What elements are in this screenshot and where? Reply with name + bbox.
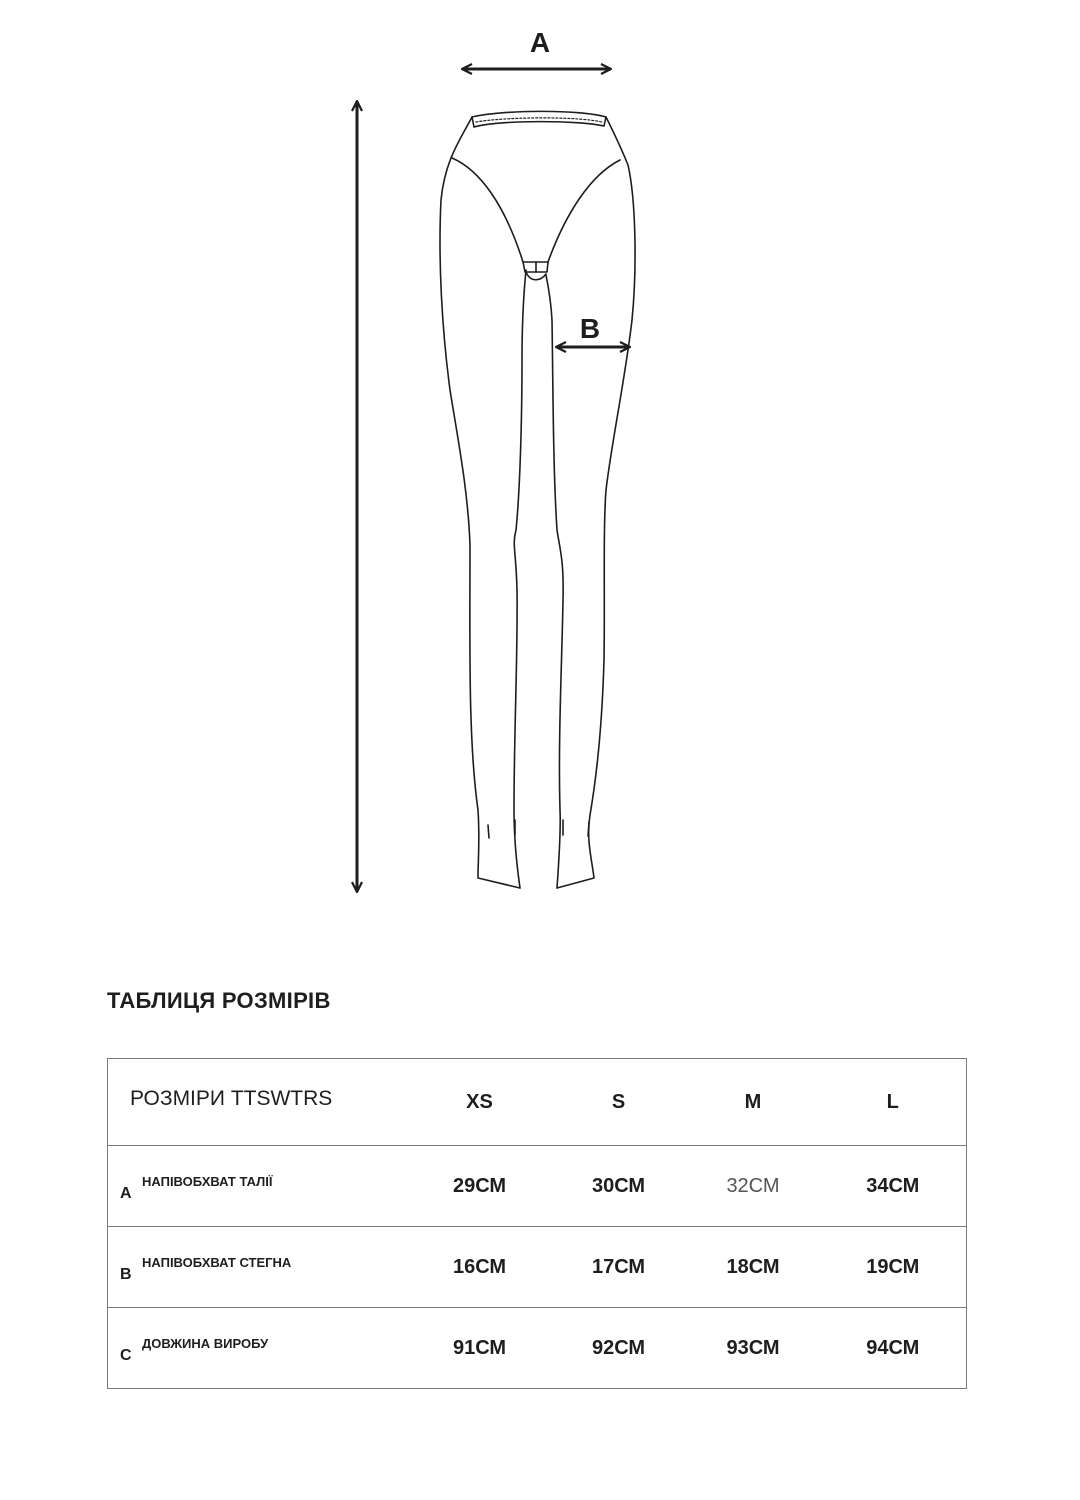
dimension-a-label: A	[529, 27, 551, 58]
row-letter: A	[120, 1185, 132, 1202]
size-l: L	[820, 1059, 967, 1146]
size-table-header-row	[108, 1059, 967, 1146]
row-label-cell	[108, 1146, 409, 1227]
row-measurement-name: НАПІВОБХВАТ ТАЛІЇ	[142, 1174, 273, 1189]
value-cell: 32СМ	[687, 1146, 820, 1227]
row-measurement-name: ДОВЖИНА ВИРОБУ	[142, 1336, 269, 1351]
value-cell: 91СМ	[409, 1308, 551, 1389]
value-cell: 29СМ	[409, 1146, 551, 1227]
value-cell: 17СМ	[551, 1227, 687, 1308]
header-label: РОЗМІРИ TTSWTRS	[108, 1059, 409, 1146]
size-m: M	[687, 1059, 820, 1146]
value-cell: 34СМ	[820, 1146, 967, 1227]
row-letter: B	[120, 1266, 132, 1283]
row-measurement-name: НАПІВОБХВАТ СТЕГНА	[142, 1255, 292, 1270]
size-table	[107, 1058, 967, 1389]
value-cell: 19СМ	[820, 1227, 967, 1308]
table-row-length	[108, 1308, 967, 1389]
value-cell: 93СМ	[687, 1308, 820, 1389]
size-table-title: ТАБЛИЦЯ РОЗМІРІВ	[107, 988, 331, 1013]
size-s: S	[551, 1059, 687, 1146]
row-label-cell	[108, 1308, 409, 1389]
value-cell: 94СМ	[820, 1308, 967, 1389]
value-cell: 18СМ	[687, 1227, 820, 1308]
row-letter: C	[120, 1347, 132, 1364]
leggings-outline	[440, 111, 635, 888]
row-label-cell	[108, 1227, 409, 1308]
table-row-waist	[108, 1146, 967, 1227]
table-row-hip	[108, 1227, 967, 1308]
dimension-b-label: B	[579, 313, 601, 344]
value-cell: 30СМ	[551, 1146, 687, 1227]
value-cell: 92СМ	[551, 1308, 687, 1389]
size-xs: XS	[409, 1059, 551, 1146]
value-cell: 16СМ	[409, 1227, 551, 1308]
